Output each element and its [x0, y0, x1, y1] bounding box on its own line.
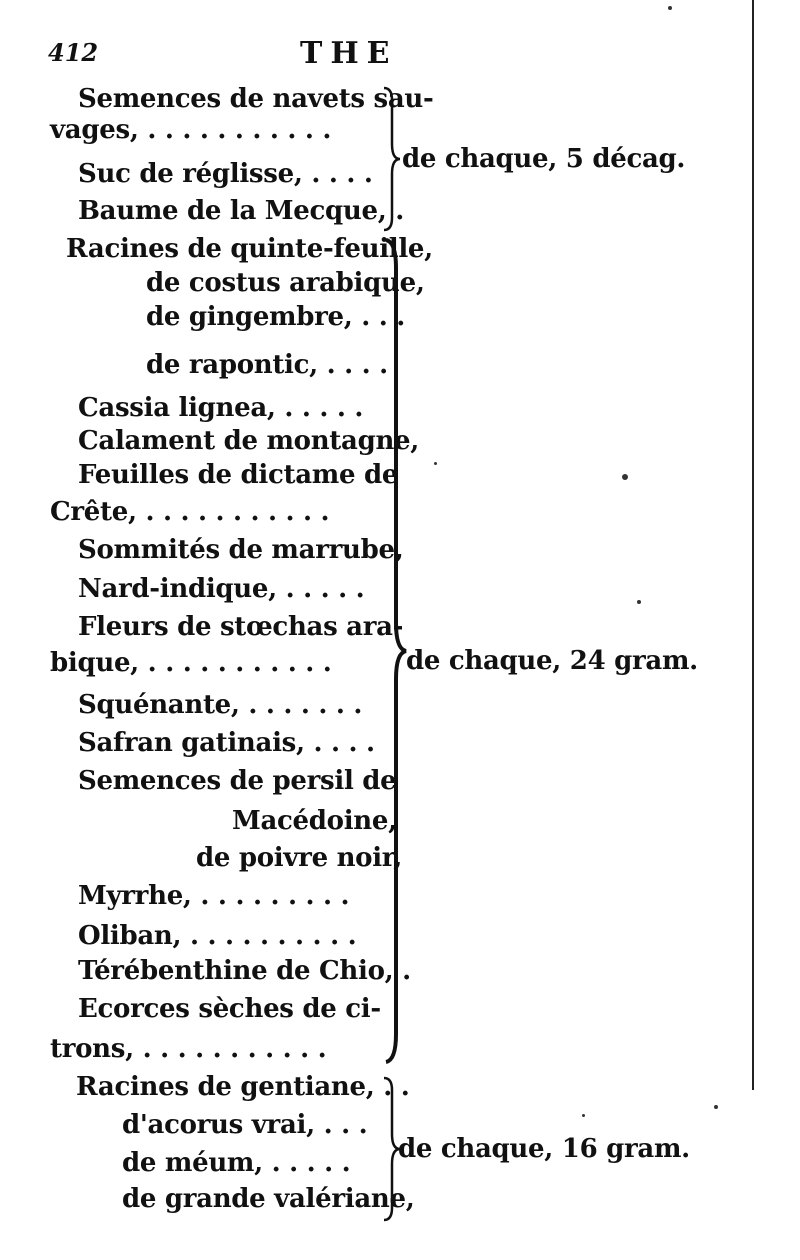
entry-line: trons, . . . . . . . . . . . — [50, 1034, 327, 1064]
entry-line: de gingembre, . . . — [146, 302, 406, 332]
entry-line: Racines de quinte-feuille, — [66, 234, 433, 264]
entry-line: de rapontic, . . . . — [146, 350, 388, 380]
entry-line: Nard-indique, . . . . . — [78, 574, 365, 604]
entry-line: d'acorus vrai, . . . — [122, 1110, 368, 1140]
dose-label: de chaque, 16 gram. — [398, 1134, 690, 1164]
scan-speck — [622, 474, 628, 480]
scan-edge-line — [752, 0, 754, 1090]
entry-line: vages, . . . . . . . . . . . — [50, 115, 332, 145]
entry-line: Oliban, . . . . . . . . . . — [78, 921, 357, 951]
entry-line: Racines de gentiane, . . — [76, 1072, 410, 1102]
scan-speck — [714, 1105, 718, 1109]
brace-group-1 — [380, 86, 404, 232]
scan-speck — [637, 600, 641, 604]
entry-line: Ecorces sèches de ci- — [78, 994, 381, 1024]
entry-line: Squénante, . . . . . . . — [78, 690, 363, 720]
entry-line: de costus arabique, — [146, 268, 425, 298]
scan-speck — [582, 1114, 585, 1117]
entry-line: de méum, . . . . . — [122, 1148, 351, 1178]
dose-label: de chaque, 24 gram. — [406, 646, 698, 676]
entry-line: Semences de navets sau- — [78, 84, 434, 114]
entry-line: de grande valériane, — [122, 1184, 415, 1214]
entry-line: Calament de montagne, — [78, 426, 420, 456]
scan-speck — [668, 6, 672, 10]
entry-line: Safran gatinais, . . . . — [78, 728, 375, 758]
dose-label: de chaque, 5 décag. — [402, 144, 686, 174]
entry-line: Sommités de marrube, — [78, 535, 404, 565]
entry-line: Térébenthine de Chio, . — [78, 956, 411, 986]
entry-line: Cassia lignea, . . . . . — [78, 393, 364, 423]
entry-line: Semences de persil de — [78, 766, 397, 796]
entry-line: Suc de réglisse, . . . . — [78, 159, 373, 189]
running-head: THE — [300, 36, 398, 71]
entry-line: Myrrhe, . . . . . . . . . — [78, 881, 350, 911]
entry-line: Fleurs de stœchas ara- — [78, 612, 404, 642]
entry-line: Crête, . . . . . . . . . . . — [50, 497, 330, 527]
page-number: 412 — [48, 38, 99, 67]
entry-line: de poivre noir, — [196, 843, 403, 873]
entry-line: bique, . . . . . . . . . . . — [50, 648, 332, 678]
entry-line: Baume de la Mecque, . — [78, 196, 405, 226]
scan-speck — [434, 462, 437, 465]
entry-line: Macédoine, — [232, 806, 397, 836]
entry-line: Feuilles de dictame de — [78, 460, 399, 490]
